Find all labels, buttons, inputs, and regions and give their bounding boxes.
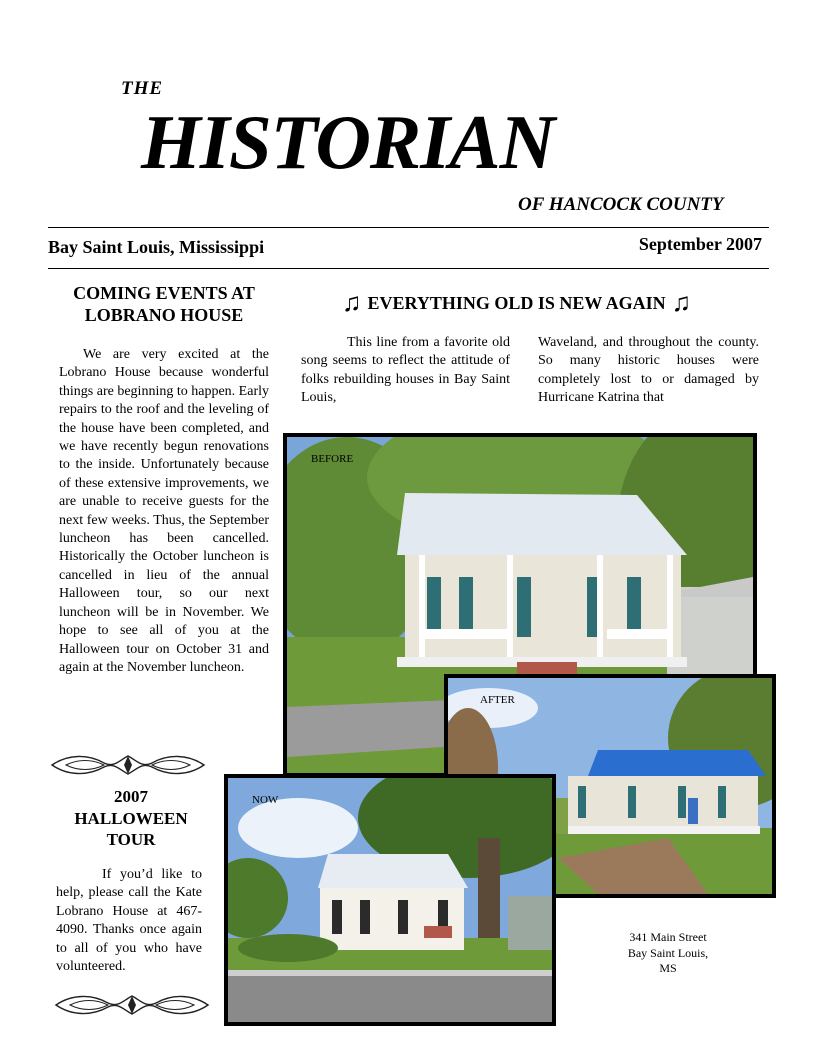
issue-date: September 2007 [638,234,762,254]
halloween-heading-line3: TOUR [106,830,156,849]
halloween-heading-line1: 2007 [114,787,148,806]
caption-now: NOW [252,794,279,806]
address-line-1: 341 Main Street [629,930,707,944]
halloween-heading [58,786,204,851]
masthead-title: HISTORIAN [141,99,555,185]
bottom-rule [48,268,769,269]
events-heading-line2: LOBRANO HOUSE [84,305,244,325]
masthead-the: THE [121,78,164,99]
feature-heading-text: EVERYTHING OLD IS NEW AGAIN [367,292,666,313]
top-rule [48,227,769,228]
music-note-icon: ♫ [342,288,362,317]
address-line-2: Bay Saint Louis, [627,945,709,960]
events-heading [58,282,270,326]
ornament-divider-icon [52,990,212,1020]
location: Bay Saint Louis, Mississippi [48,237,265,257]
house-now-image [228,778,552,1022]
photo-now [224,774,556,1026]
address-block [598,930,738,977]
caption-before: BEFORE [311,453,354,465]
events-body: We are very excited at the Lobrano House because wonderful things are beginning to happen. Early repairs to the roof and the leveling of the house have been completed, and we have recently begun renovations to the inside. Unfortunately because of these extensive improvements, we are unable to receive guests for the next few weeks. Thus, the September luncheon has been cancelled. Historically the October luncheon is cancelled in lieu of the annual Halloween tour, so our next luncheon will be in November. We hope to see all of you at the Halloween tour on October 31 and again at the November luncheon. [59,347,269,675]
halloween-body: If you’d like to help, please call the Kate Lobrano House at 467-4090. Thanks once again to all of you who have volunteered. [56,867,202,975]
feature-heading [342,288,720,318]
music-note-icon: ♫ [671,288,692,317]
caption-after: AFTER [480,694,515,706]
feature-column-1: This line from a favorite old song seems to reflect the attitude of folks rebuilding houses in Bay Saint Louis, [301,335,510,406]
halloween-heading-line2: HALLOWEEN [74,808,188,828]
address-line-3: MS [659,961,677,975]
feature-column-2: Waveland, and throughout the county. So many historic houses were completely lost to or damaged by Hurricane Katrina that [538,335,759,406]
ornament-divider-icon [48,750,208,780]
events-heading-line1: COMING EVENTS AT [73,283,255,303]
masthead-subtitle: OF HANCOCK COUNTY [518,194,724,215]
